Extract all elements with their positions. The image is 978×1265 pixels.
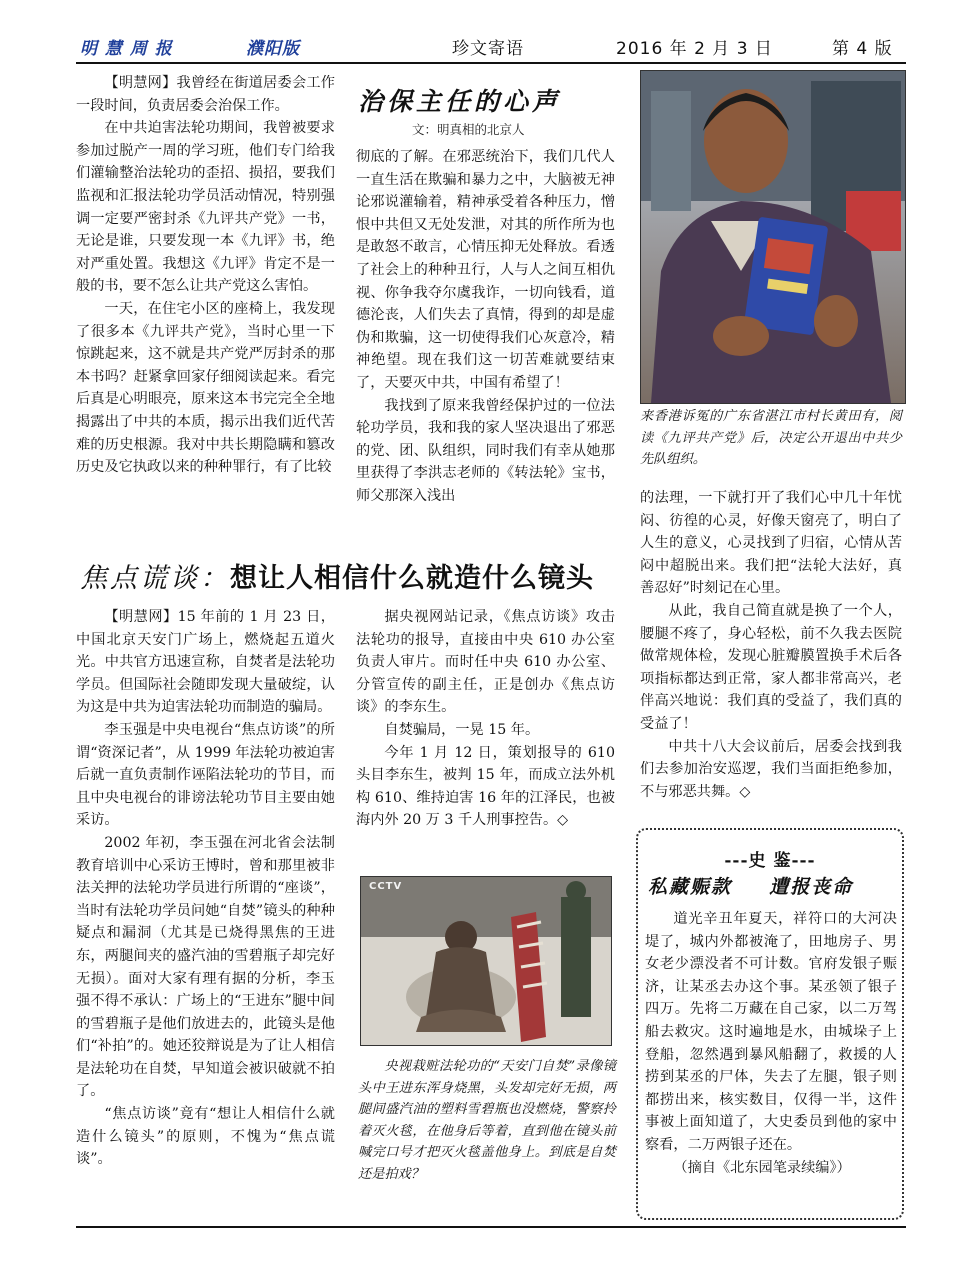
paragraph: 一天，在住宅小区的座椅上，我发现了很多本《九评共产党》，当时心里一下惊跳起来，这不就是共产党严厉封杀的那本书吗？赶紧拿回家仔细阅读起来。看完后真是心明眼亮，原来这本书完完全全地揭露出了中共的本质，揭示出我们近代苦难的历史根源。我对中共长期隐瞒和篡改历史及它执政以来的种种罪行，有了比较 — [76, 300, 335, 476]
paragraph: 李玉强是中央电视台“焦点访谈”的所谓“资深记者”，从 1999 年法轮功被迫害后就一直负责制作诬陷法轮功的节目，而且中央电视台的诽谤法轮功节目主要由她采访。 — [76, 721, 335, 829]
footer-rule — [76, 1226, 906, 1228]
paragraph: 今年 1 月 12 日，策划报导的 610 头目李东生，被判 15 年，而成立法外机构 610、维持迫害 16 年的江泽民，也被海内外 20 万 3 千人刑事控告。◇ — [356, 744, 615, 829]
paragraph: 中共十八大会议前后，居委会找到我们去参加治安巡逻，我们当面拒绝参加，不与邪恶共舞。◇ — [640, 738, 902, 800]
paragraph: 彻底的了解。在邪恶统治下，我们几代人一直生活在欺骗和暴力之中，大脑被无神论邪说灌输着，精神承受着各种压力，憎恨中共但又无处发泄，对其的所作所为也是敢怒不敢言，心情压抑无处释放。看透了社会上的种种丑行，人与人之间互相仇视、你争我夺尔虞我诈，一切向钱看，道德沦丧，人们失去了真情，得到的却是虚伪和欺骗，这一切使得我们心灰意冷，精神绝望。现在我们这一切苦难就要结束了，天要灭中共，中国有希望了！ — [356, 149, 615, 391]
section-name: 珍文寄语 — [452, 39, 524, 59]
sidebar-title-part-a: 私藏赈款 — [648, 876, 733, 898]
tiananmen-photo-illustration — [361, 877, 611, 1045]
tiananmen-photo-caption — [358, 1056, 616, 1186]
article2-title — [80, 556, 630, 595]
paragraph: 的法理，一下就打开了我们心中几十年忧闷、彷徨的心灵，好像天窗亮了，明白了人生的意义，心灵找到了归宿，心情从苦闷中超脱出来。我们把“法轮大法好，真善忍好”时刻记在心里。 — [640, 490, 902, 597]
page-number: 第 4 版 — [832, 39, 893, 59]
cctv-watermark: CCTV — [369, 881, 403, 892]
article2-title-main: 想让人相信什么就造什么镜头 — [230, 563, 594, 594]
article2-column-1 — [76, 606, 335, 1171]
paragraph: 我找到了原来我曾经保护过的一位法轮功学员，我和我的家人坚决退出了邪恶的党、团、队组织，同时我们有幸从她那里获得了李洪志老师的《转法轮》宝书，师父那深入浅出 — [356, 397, 615, 504]
article1-column-3 — [640, 487, 902, 803]
issue-date: 2016 年 2 月 3 日 — [616, 39, 773, 59]
reader-photo — [640, 70, 906, 404]
sidebar-body — [645, 908, 897, 1179]
paragraph: 从此，我自己简直就是换了一个人，腰腿不疼了，身心轻松，前不久我去医院做常规体检，发现心脏瓣膜置换手术后各项指标都达到正常，家人都非常高兴，老伴高兴地说：我们真的受益了，我们真的受益了！ — [640, 602, 902, 732]
paragraph: 自焚骗局，一晃 15 年。 — [384, 721, 540, 738]
header-rule — [76, 62, 906, 64]
paragraph: 在中共迫害法轮功期间，我曾被要求参加过脱产一周的学习班，他们专门给我们灌输整治法轮功的歪招、损招，要我们监视和汇报法轮功学员活动情况，特别强调一定要严密封杀《九评共产党》一书，无论是谁，只要发现一本《九评》书，绝对严重处置。我想这《九评》肯定不是一般的书，要不怎么让共产党这么害怕。 — [76, 120, 335, 295]
article1-column-2 — [356, 146, 615, 508]
paragraph: 【明慧网】我曾经在街道居委会工作一段时间，负责居委会治保工作。 — [76, 75, 335, 114]
article1-title: 治保主任的心声 — [358, 87, 562, 116]
reader-photo-caption: 来香港诉冤的广东省湛江市村长黄田有，阅读《九评共产党》后，决定公开退出中共少先队组织。 — [640, 409, 902, 468]
sidebar-source: （摘自《北东园笔录续编》） — [673, 1159, 851, 1176]
article2-column-2 — [356, 606, 615, 832]
tiananmen-photo — [360, 876, 612, 1046]
paragraph: “焦点访谈”竟有“想让人相信什么就造什么镜头”的原则，不愧为“焦点谎谈”。 — [76, 1106, 335, 1168]
paragraph: 【明慧网】15 年前的 1 月 23 日，中国北京天安门广场上，燃烧起五道火光。中共官方迅速宣称，自焚者是法轮功学员。但国际社会随即发现大量破绽，认为这是中共为迫害法轮功而制造的骗局。 — [76, 609, 335, 716]
article1-byline: 文：明真相的北京人 — [412, 122, 525, 137]
paragraph: 2002 年初，李玉强在河北省会法制教育培训中心采访王博时，曾和那里被非法关押的法轮功学员进行所谓的“座谈”，当时有法轮功学员问她“自焚”镜头的种种疑点和漏洞（尤其是已烧得黑焦的王进东，两腿间夹的盛汽油的雪碧瓶子却完好无损）。面对大家有理有据的分析，李玉强不得不承认：广场上的“王进东”腿中间的雪碧瓶子是他们放进去的，此镜头是他们“补拍”的。她还狡辩说是为了让人相信是法轮功在自焚，早知道会被识破就不拍了。 — [76, 834, 335, 1100]
caption-text: 央视栽赃法轮功的“天安门自焚”录像镜头中王进东浑身烧黑，头发却完好无损，两腿间盛汽油的塑料雪碧瓶也没燃烧，警察拎着灭火毯，在他身后等着，直到他在镜头前喊完口号才把灭火毯盖他身上。到底是自焚还是拍戏？ — [358, 1059, 616, 1182]
sidebar-title-part-b: 遭报丧命 — [769, 876, 854, 898]
newspaper-name: 明 慧 周 报 — [80, 39, 173, 59]
article1-column-1 — [76, 72, 335, 479]
sidebar-kicker: ---史 鉴--- — [724, 851, 816, 871]
sidebar-title — [648, 872, 896, 899]
paragraph: 道光辛丑年夏天，祥符口的大河决堤了，城内外都被淹了，田地房子、男女老少漂没者不可计数。官府发银子赈济，让某丞去办这个事。某丞领了银子四万。先将二万藏在自己家，以二万驾船去救灾。这时遍地是水，由城垛子上登船，忽然遇到暴风船翻了，救援的人捞到某丞的尸体，失去了左腿，银子则都捞出来，核实数目，仅得一半，这件事被上面知道了，大史委员到他的家中察看，二万两银子还在。 — [645, 911, 897, 1153]
paragraph: 据央视网站记录，《焦点访谈》攻击法轮功的报导，直接由中央 610 办公室负责人审片。而时任中央 610 办公室、分管宣传的副主任，正是创办《焦点访谈》的李东生。 — [356, 609, 615, 716]
reader-photo-illustration — [641, 71, 905, 403]
edition-name: 濮阳版 — [246, 39, 300, 59]
article2-title-prefix: 焦点谎谈： — [80, 563, 230, 594]
